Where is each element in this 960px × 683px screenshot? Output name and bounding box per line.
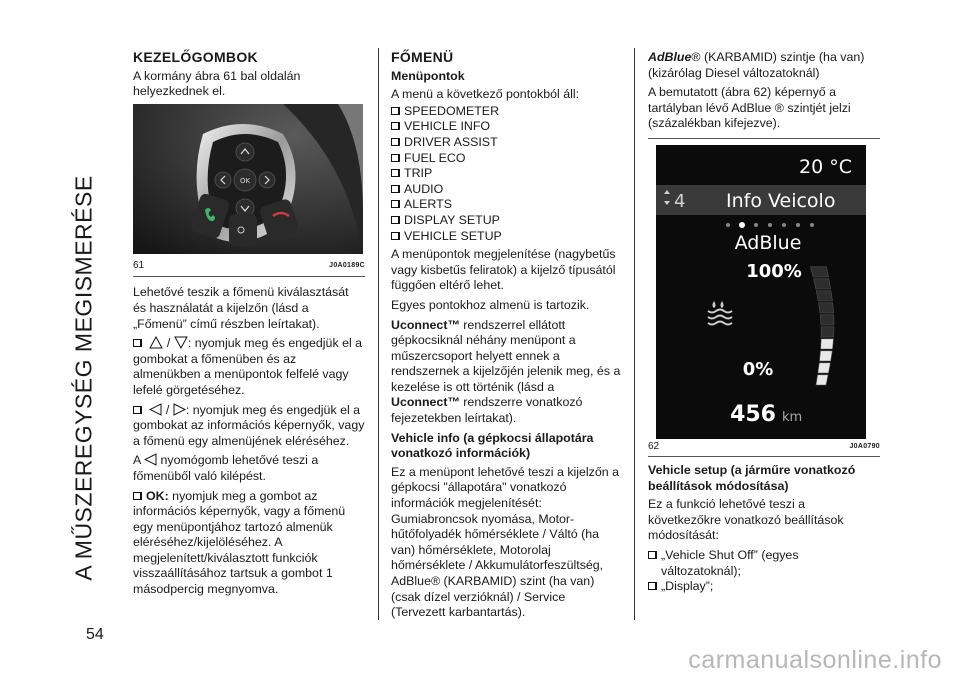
triangle-right-icon [173, 403, 186, 416]
uconnect-text-2: rendszerre vonatkozó fejezetekben leírtakat). [391, 395, 583, 426]
bullet-icon [391, 138, 400, 146]
controls-description: Lehetővé teszik a főmenü kiválasztását és használatát a kijelzőn (lásd a „Főmenü” című részben leírtakat). [133, 285, 349, 331]
watermark: carmanualsonline.info [688, 646, 942, 674]
level-min-label: 0% [742, 358, 774, 380]
gauge-segment [821, 327, 834, 337]
section-title: A MŰSZEREGYSÉG MEGISMERÉSE [70, 175, 97, 581]
steering-wheel-controls-photo [133, 104, 363, 254]
adblue-label: AdBlue [648, 50, 692, 64]
uconnect-text-1: rendszerrel ellátott gépkocsiknál néhány menüpont a műszercsoport helyett ennek a rendszernek a kijelzőjén jelenik meg, és a kezelése is ott történik (lásd a [391, 317, 621, 394]
menu-list-item-label: SPEEDOMETER [404, 103, 500, 118]
adblue-figure-note: A bemutatott (ábra 62) képernyő a tartályban lévő AdBlue ® szintjét jelzi (százalékban kifejezve). [648, 85, 851, 131]
menu-list-item [391, 135, 623, 151]
gauge-segment [819, 303, 834, 313]
menu-list-item-label: VEHICLE INFO [404, 119, 491, 134]
figure-62-code: J0A0790 [849, 442, 880, 450]
item-left-right-text: : nyomjuk meg és engedjük el a gombokat az információs képernyők, vagy a főmenü egy almenüjének eléréséhez. [133, 402, 365, 448]
menu-page-number: 4 [674, 190, 686, 212]
back-prefix: A [133, 453, 141, 468]
menu-list-item [391, 213, 623, 229]
column-main-menu [391, 50, 623, 625]
triangle-left-icon [149, 403, 162, 416]
menu-list-item-label: FUEL ECO [404, 150, 466, 165]
uconnect-label-2: Uconnect™ [391, 395, 460, 410]
menu-list-item [391, 197, 623, 213]
bullet-icon [133, 339, 142, 347]
menu-display-note: A menüpontok megjelenítése (nagybetűs vagy kisbetűs feliratok) a kijelző típusától függően eltérő lehet. [391, 247, 616, 293]
menu-list-item-label: VEHICLE SETUP [404, 228, 502, 243]
separator: / [165, 402, 170, 417]
item-back-text: nyomógomb lehetővé teszi a főmenüből való kilépést. [133, 453, 319, 483]
uconnect-label: Uconnect™ [391, 317, 460, 332]
triangle-down-icon [174, 336, 188, 349]
figure-62-rule [648, 456, 880, 457]
range-value: 456 [730, 401, 776, 427]
bullet-icon [391, 154, 400, 162]
triangle-left-icon [144, 453, 157, 466]
range-unit: km [782, 409, 803, 425]
subheading-menu-items: Menüpontok [391, 68, 465, 83]
item-ok [133, 489, 365, 598]
menu-list-item [391, 151, 623, 167]
figure-61-rule [133, 276, 365, 277]
menu-list-item-label: DRIVER ASSIST [404, 134, 498, 149]
page-number: 54 [86, 626, 104, 643]
ok-button-label: OK [239, 176, 251, 185]
adblue-screen-label: AdBlue [734, 231, 802, 254]
bullet-icon [648, 582, 657, 590]
gauge-segment [820, 315, 834, 325]
menu-screen-title: Info Veicolo [726, 189, 836, 212]
menu-submenu-note: Egyes pontokhoz almenü is tartozik. [391, 297, 590, 312]
setup-list-item-label: „Vehicle Shut Off” (egyes változatoknál); [661, 547, 799, 578]
vehicle-setup-list [648, 548, 880, 595]
item-left-right [133, 403, 365, 450]
triangle-up-icon [149, 336, 163, 349]
bullet-icon [391, 232, 400, 240]
vehicle-info-text: Ez a menüpont lehetővé teszi a kijelzőn a gépkocsi "állapotára" vonatkozó információk megjelenítését: Gumiabroncsok nyomása, Motor-hűtőfolyadék hőmérséklete / Váltó (ha van) hőmérséklete, Motorolaj hőmérséklete / Akkumulátorfeszültség, AdBlue® (KARBAMID) szint (ha van) (csak dízel verzióknál) / Service (Tervezett karbantartás). [391, 464, 619, 620]
temperature-readout: 20 °C [799, 155, 852, 178]
column-divider-2 [634, 48, 635, 620]
menu-list-item [391, 166, 623, 182]
figure-61 [133, 104, 365, 278]
ok-label: OK: [146, 488, 169, 503]
menu-list-item [391, 229, 623, 245]
gauge-segment [816, 291, 832, 301]
level-max-label: 100% [746, 260, 802, 282]
menu-item-list [391, 104, 623, 244]
heading-vehicle-info: Vehicle info (a gépkocsi állapotára vonatkozó információk) [391, 430, 594, 461]
setup-list-item-label: „Display”; [661, 579, 714, 594]
adblue-display-screen [656, 145, 866, 439]
heading-controls: KEZELŐGOMBOK [133, 49, 258, 65]
menu-list-item [391, 104, 623, 120]
menu-list-item [391, 119, 623, 135]
figure-62-top-rule [648, 138, 880, 139]
bullet-icon [133, 406, 142, 414]
bullet-icon [391, 216, 400, 224]
menu-list-item-label: DISPLAY SETUP [404, 212, 500, 227]
gauge-segment [821, 339, 834, 349]
adblue-intro [648, 50, 880, 81]
separator: / [166, 336, 171, 351]
uconnect-note [391, 318, 623, 427]
vehicle-setup-text: Ez a funkció lehetővé teszi a következőkre vonatkozó beállítások módosítását: [648, 497, 844, 543]
gauge-segment [814, 279, 831, 289]
menu-list-item-label: TRIP [404, 166, 433, 181]
gauge-segment [810, 267, 828, 277]
bullet-icon [648, 551, 657, 559]
figure-61-code: J0A0189C [329, 262, 365, 270]
item-ok-text: nyomjuk meg a gombot az információs képernyők, vagy a főmenü egy menüpontjához tartozó almenük eléréséhez/kijelöléséhez. A megjelenített/kiválasztott funkciók visszaállításához tartsuk a gombot 1 másodpercig megnyomva. [133, 488, 346, 597]
bullet-icon [391, 122, 400, 130]
figure-62 [648, 138, 880, 457]
item-up-down [133, 336, 365, 398]
figure-61-caption [133, 260, 365, 272]
heading-main-menu: FŐMENÜ [391, 49, 454, 65]
item-up-down-text: : nyomjuk meg és engedjük el a gombokat a főmenüben és az almenükben a menüpontok felfelé vagy lefelé görgetéséhez. [133, 336, 363, 397]
menu-list-item-label: ALERTS [404, 197, 452, 212]
bullet-icon [391, 107, 400, 115]
column-divider-1 [378, 48, 379, 620]
figure-61-number: 61 [133, 260, 145, 272]
adblue-intro-rest: ® (KARBAMID) szintje (ha van) (kizárólag Diesel változatoknál) [648, 50, 865, 80]
item-back [133, 453, 365, 484]
menu-list-item [391, 182, 623, 198]
bullet-icon [391, 169, 400, 177]
figure-62-number: 62 [648, 440, 660, 452]
menu-list-item-label: AUDIO [404, 181, 444, 196]
column-adblue [648, 50, 880, 595]
controls-intro: A kormány ábra 61 bal oldalán helyezkednek el. [133, 68, 301, 99]
gauge-segment [820, 351, 833, 361]
bullet-icon [391, 200, 400, 208]
bullet-icon [391, 185, 400, 193]
bullet-icon [133, 492, 142, 500]
menu-lead: A menü a következő pontokból áll: [391, 87, 580, 102]
heading-vehicle-setup: Vehicle setup (a járműre vonatkozó beállítások módosítása) [648, 462, 856, 493]
setup-list-item [648, 579, 880, 595]
gauge-segment [816, 375, 828, 385]
gauge-segment [818, 363, 831, 373]
setup-list-item [648, 548, 880, 579]
figure-62-caption [648, 441, 880, 453]
column-controls [133, 50, 365, 602]
